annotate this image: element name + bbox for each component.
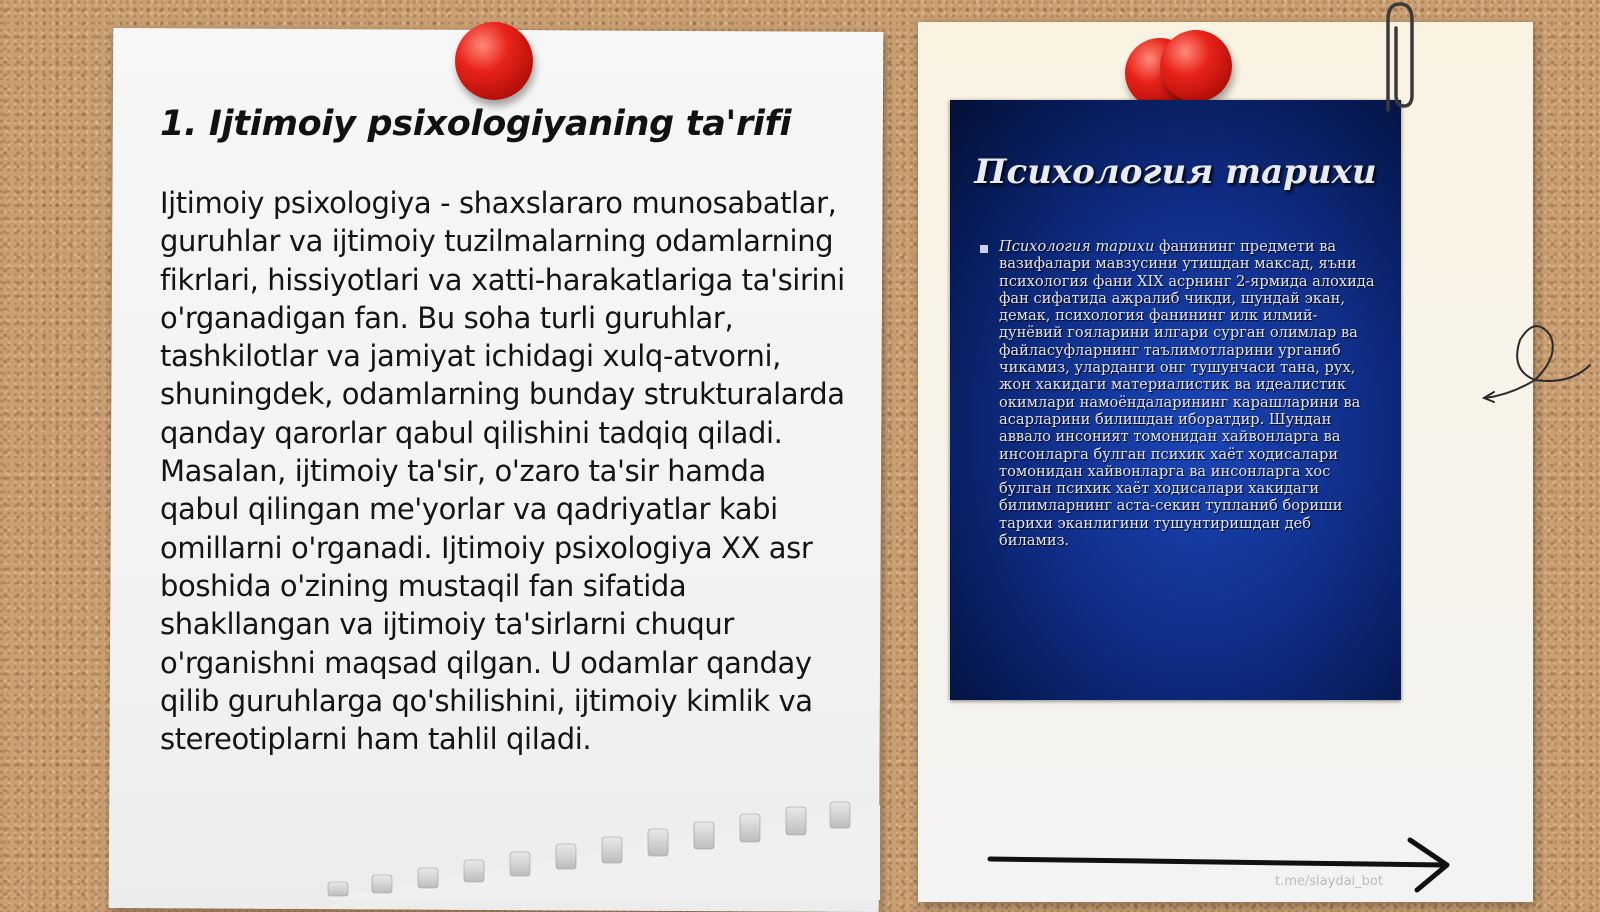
card-body-text: Ijtimoiy psixologiya - shaxslararo munosabatlar, guruhlar va ijtimoiy tuzilmalarning odamlarning fikrlari, hissiyotlari va xatti-harakatlariga ta'sirini o'rganadigan fan. Bu soha turli guruhlar, tashkilotlar va jamiyat ichidagi xulq-atvorni, shuningdek, odamlarning bunday strukturalarda qanday qarorlar qabul qilishini tadqiq qiladi. Masalan, ijtimoiy ta'sir, o'zaro ta'sir hamda qabul qilingan me'yorlar va qadriyatlar kabi omillarni o'rganadi. Ijtimoiy psixologiya XX asr boshida o'zining mustaqil fan sifatida shakllangan va ijtimoiy ta'sirlarni chuqur o'rganishni maqsad qilgan. U odamlar qanday qilib guruhlarga qo'shilishini, ijtimoiy kimlik va stereotiplarni ham tahlil qiladi. xyxy=(160,186,845,757)
watermark-text: t.me/slaydai_bot xyxy=(1275,874,1383,889)
arrow-right-icon xyxy=(985,835,1455,895)
slide-title: Психология тарихи xyxy=(974,152,1377,192)
slide-lead-text: Психология тарихи xyxy=(999,238,1155,255)
push-pin-icon xyxy=(455,22,533,100)
slide-image xyxy=(950,100,1401,700)
slide-body-text xyxy=(999,238,1379,549)
card-title: 1. Ijtimoiy psixologiyaning ta'rifi xyxy=(160,104,792,144)
paper-clip-icon xyxy=(1378,0,1418,120)
bullet-icon xyxy=(980,245,988,253)
slide-rest-text: фанининг предмети ва вазифалари мавзусини утишдан максад, яъни психология фани XIX асрнинг 2-ярмида алохида фан сифатида ажралиб чикди, шундай экан, демак, психология фанининг илк илмий-дунёвий гояларини илгари сурган олимлар ва файласуфларнинг таълимотларини урганиб чикамиз, уларданги онг тушунчаси тана, рух, жон хакидаги материалистик ва идеалистик окимлари намоёндаларининг карашларини ва асарларини билишдан иборатдир. Шундан аввало инсоният томонидан хайвонларга ва инсонларга булган психик хаёт ходисалари томонидан хайвонларга ва инсонларга хос булган психик хаёт ходисалари хакидаги билимларнинг аста-секин тупланиб бориши тарихи эканлигини тушунтиришдан деб биламиз. xyxy=(999,238,1375,550)
push-pin-icon xyxy=(1160,30,1232,102)
swirl-arrow-icon xyxy=(1480,310,1600,410)
torn-paper-edge xyxy=(320,800,880,900)
